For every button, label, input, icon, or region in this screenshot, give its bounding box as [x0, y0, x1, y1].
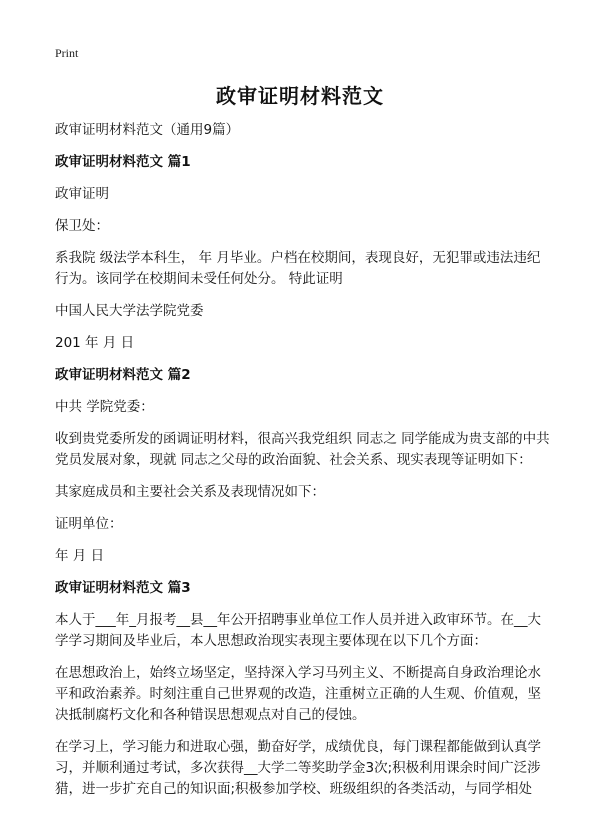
intro-paragraph: 政审证明材料范文（通用9篇）	[55, 122, 240, 138]
paragraph: 收到贵党委所发的函调证明材料，很高兴我党组织 同志之 同学能成为贵支部的中共党员发展对象，现就 同志之父母的政治面貌、社会关系、现实表现等证明如下：	[55, 431, 550, 468]
document-body	[55, 120, 550, 811]
paragraph: 其家庭成员和主要社会关系及表现情况如下：	[55, 484, 325, 500]
document-title: 政审证明材料范文	[216, 84, 384, 108]
paragraph: 政审证明	[55, 186, 109, 202]
paragraph: 201 年 月 日	[55, 335, 135, 351]
paragraph: 中国人民大学法学院党委	[55, 303, 204, 319]
section-heading-2: 政审证明材料范文 篇2	[55, 367, 191, 383]
paragraph: 系我院 级法学本科生， 年 月毕业。户档在校期间，表现良好，无犯罪或违法违纪行为。该同学在校期间未受任何处分。 特此证明	[55, 250, 541, 287]
paragraph: 年 月 日	[55, 548, 105, 564]
section-heading-1: 政审证明材料范文 篇1	[55, 154, 191, 170]
print-label: Print	[55, 46, 79, 60]
paragraph: 中共 学院党委：	[55, 399, 154, 415]
section-heading-3: 政审证明材料范文 篇3	[55, 580, 191, 596]
paragraph: 本人于___年_月报考__县__年公开招聘事业单位工作人员并进入政审环节。在__大学学习期间及毕业后，本人思想政治现实表现主要体现在以下几个方面：	[55, 612, 541, 649]
paragraph: 证明单位：	[55, 516, 123, 532]
paragraph: 在思想政治上，始终立场坚定，坚持深入学习马列主义、不断提高自身政治理论水平和政治素养。时刻注重自己世界观的改造，注重树立正确的人生观、价值观，坚决抵制腐朽文化和各种错误思想观点对自己的侵蚀。	[55, 665, 541, 723]
paragraph: 在学习上，学习能力和进取心强，勤奋好学，成绩优良，每门课程都能做到认真学习，并顺利通过考试，多次获得__大学二等奖助学金3次;积极利用课余时间广泛涉猎，进一步扩充自己的知识面;积极参加学校、班级组织的各类活动，与同学相处	[55, 739, 541, 797]
paragraph: 保卫处：	[55, 218, 109, 234]
